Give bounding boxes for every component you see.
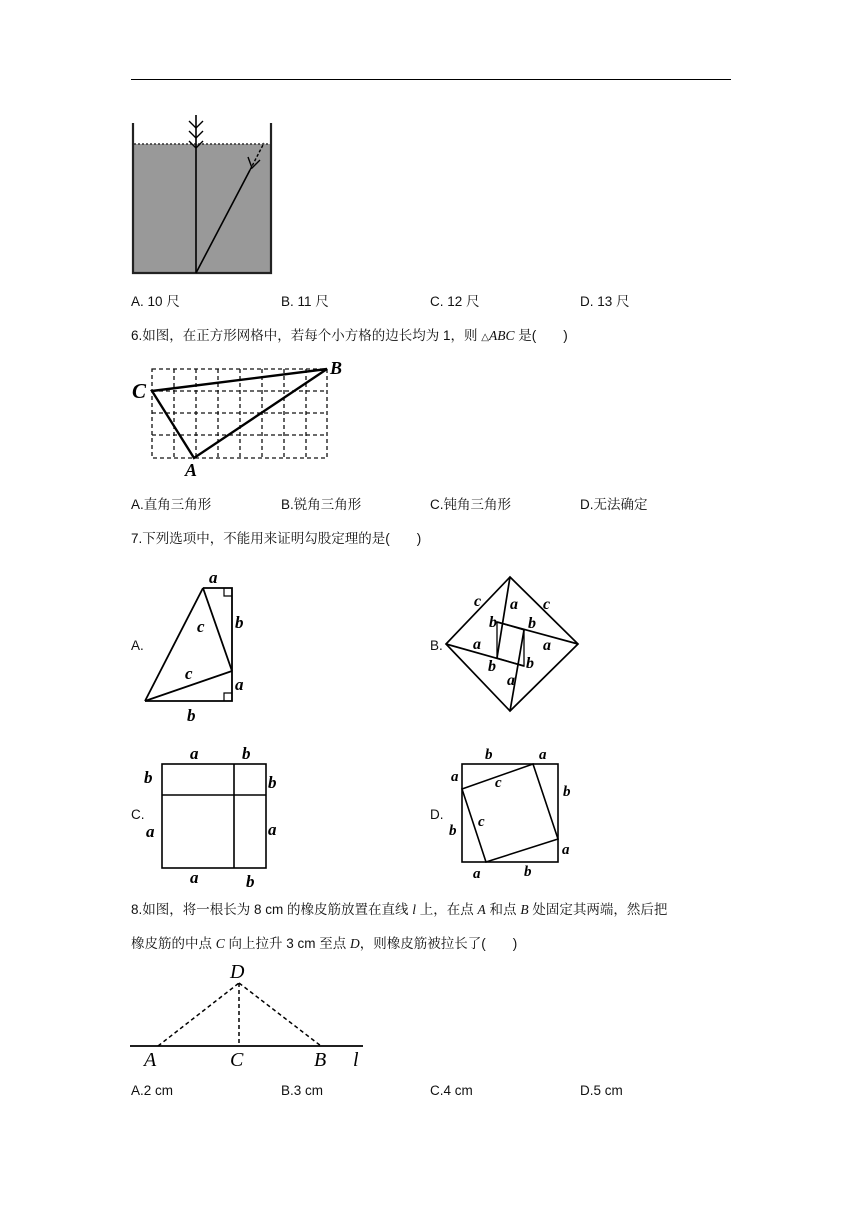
header-rule <box>131 79 731 80</box>
outer-square <box>462 764 558 862</box>
svg-text:a: a <box>190 868 199 887</box>
svg-text:b: b <box>449 823 457 839</box>
svg-text:a: a <box>507 672 515 689</box>
label-b: B <box>330 358 343 378</box>
svg-text:b: b <box>489 614 497 631</box>
svg-text:c: c <box>495 775 502 791</box>
svg-text:a: a <box>209 568 218 587</box>
svg-text:c: c <box>197 617 205 636</box>
q6-stem-abc: ABC <box>488 328 515 343</box>
q6-stem-triangle: △ <box>481 332 489 343</box>
q8-rubber-band-figure <box>128 958 373 1073</box>
svg-text:b: b <box>242 744 251 763</box>
svg-text:c: c <box>478 814 485 830</box>
q8-option-a: A.2 cm <box>131 1083 174 1098</box>
q8-stem-line1: 8.如图，将一根长为 8 cm 的橡皮筋放置在直线 l 上，在点 A 和点 B 处固定其两端，然后把 <box>131 902 668 917</box>
q7-figure-a <box>140 568 255 728</box>
q8-option-b: B.3 cm <box>281 1083 324 1098</box>
q5-tank-figure <box>128 115 278 277</box>
svg-text:b: b <box>563 784 571 800</box>
svg-text:b: b <box>268 773 277 792</box>
svg-text:b: b <box>528 615 536 632</box>
svg-text:b: b <box>524 864 532 880</box>
svg-text:a: a <box>268 820 277 839</box>
q5-option-b: B. 11 尺 <box>281 294 329 309</box>
inner-tilted-square <box>462 764 558 862</box>
label-l: l <box>353 1049 359 1071</box>
q7-stem: 7.下列选项中，不能用来证明勾股定理的是( ) <box>131 531 422 546</box>
svg-text:a: a <box>473 636 481 653</box>
svg-text:a: a <box>451 769 459 785</box>
right-angle-bottom <box>224 693 232 701</box>
q6-grid-figure <box>128 355 353 480</box>
right-angle-top <box>224 588 232 596</box>
q7-letter-b: B. <box>430 638 443 653</box>
q6-option-c: C.钝角三角形 <box>430 497 511 512</box>
svg-text:b: b <box>488 658 496 675</box>
trapezoid-outline <box>145 588 232 701</box>
svg-text:b: b <box>144 768 153 787</box>
q7-figure-d <box>448 742 583 884</box>
q6-option-b: B.锐角三角形 <box>281 497 362 512</box>
svg-text:a: a <box>146 822 155 841</box>
svg-text:a: a <box>473 866 481 882</box>
svg-text:a: a <box>562 842 570 858</box>
svg-text:a: a <box>539 747 547 763</box>
q6-option-d: D.无法确定 <box>580 497 648 512</box>
svg-text:b: b <box>526 655 534 672</box>
grid-dashed-lines <box>152 369 327 458</box>
svg-text:a: a <box>543 637 551 654</box>
svg-text:b: b <box>485 747 493 763</box>
big-square <box>162 764 266 868</box>
q7-letter-a: A. <box>131 638 144 653</box>
label-c: C <box>230 1049 244 1071</box>
svg-text:a: a <box>235 675 244 694</box>
svg-text:a: a <box>190 744 199 763</box>
q5-option-d: D. 13 尺 <box>580 294 630 309</box>
label-d: D <box>230 961 245 983</box>
q6-option-a: A.直角三角形 <box>131 497 212 512</box>
label-a: A <box>185 460 198 480</box>
q8-stem-line2: 橡皮筋的中点 C 向上拉升 3 cm 至点 D，则橡皮筋被拉长了( ) <box>131 936 518 951</box>
svg-text:b: b <box>187 706 196 725</box>
label-c: C <box>132 379 147 403</box>
q5-option-a: A. 10 尺 <box>131 294 180 309</box>
q6-stem-suffix: 是( ) <box>514 328 568 343</box>
q7-figure-b <box>440 572 585 717</box>
q7-figure-c <box>140 742 285 890</box>
q6-stem <box>131 327 568 347</box>
svg-text:b: b <box>235 613 244 632</box>
q5-option-c: C. 12 尺 <box>430 294 480 309</box>
svg-text:c: c <box>543 596 551 613</box>
label-a: A <box>144 1049 157 1071</box>
q8-option-c: C.4 cm <box>430 1083 473 1098</box>
label-b: B <box>314 1049 327 1071</box>
svg-text:b: b <box>246 872 255 890</box>
svg-text:c: c <box>185 664 193 683</box>
q7-letter-c: C. <box>131 807 145 822</box>
q6-stem-prefix: 6.如图，在正方形网格中，若每个小方格的边长均为 1，则 <box>131 328 482 343</box>
q7-letter-d: D. <box>430 807 444 822</box>
svg-text:c: c <box>474 593 482 610</box>
svg-text:a: a <box>510 596 518 613</box>
q8-option-d: D.5 cm <box>580 1083 623 1098</box>
